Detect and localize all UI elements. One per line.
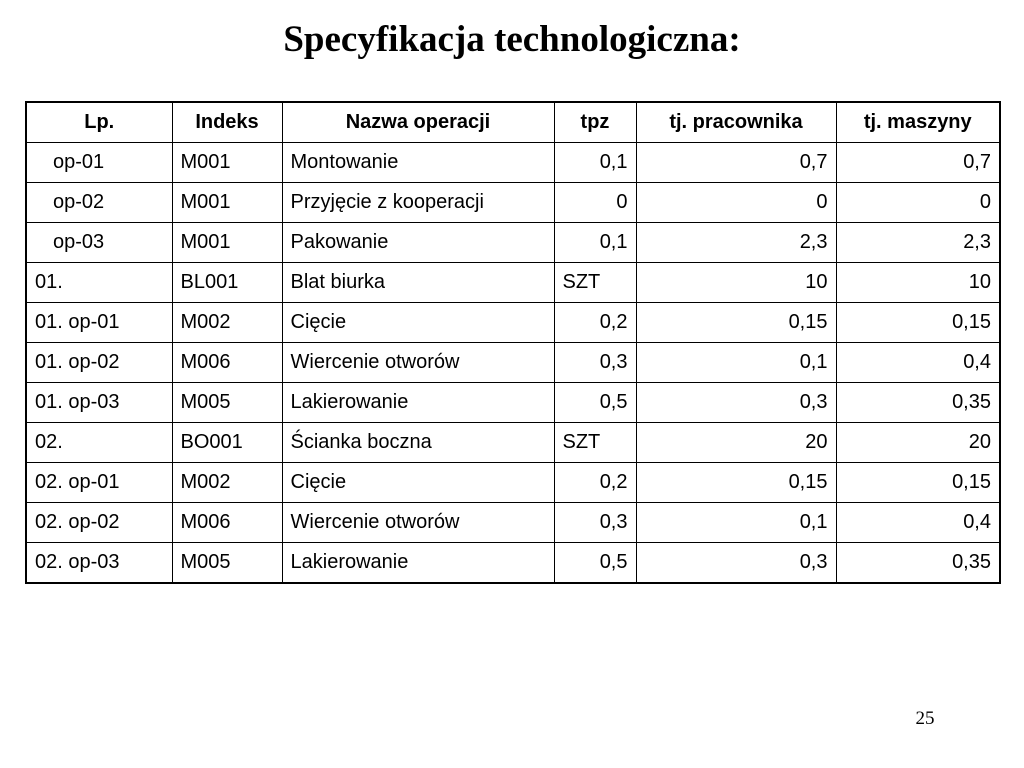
cell-nazwa: Cięcie (282, 303, 554, 343)
column-header-nazwa-operacji: Nazwa operacji (282, 102, 554, 143)
column-header-tj-pracownika: tj. pracownika (636, 102, 836, 143)
cell-tpz: 0,2 (554, 303, 636, 343)
column-header-indeks: Indeks (172, 102, 282, 143)
cell-indeks: M002 (172, 303, 282, 343)
cell-tj-pracownika: 0,3 (636, 543, 836, 584)
cell-tj-maszyny: 0,15 (836, 463, 1000, 503)
cell-tpz: 0 (554, 183, 636, 223)
cell-tj-maszyny: 0,15 (836, 303, 1000, 343)
cell-tj-maszyny: 10 (836, 263, 1000, 303)
cell-tj-maszyny: 0,7 (836, 143, 1000, 183)
cell-tpz: SZT (554, 423, 636, 463)
cell-tpz: 0,5 (554, 383, 636, 423)
table-row (26, 543, 1000, 584)
cell-lp: op-03 (26, 223, 172, 263)
cell-tj-pracownika: 20 (636, 423, 836, 463)
cell-lp: 01. op-03 (26, 383, 172, 423)
cell-nazwa: Lakierowanie (282, 383, 554, 423)
table-row (26, 223, 1000, 263)
table-row (26, 423, 1000, 463)
cell-tj-maszyny: 0,4 (836, 343, 1000, 383)
table-row (26, 463, 1000, 503)
cell-nazwa: Cięcie (282, 463, 554, 503)
table-row (26, 503, 1000, 543)
cell-indeks: M005 (172, 543, 282, 584)
cell-indeks: M006 (172, 343, 282, 383)
cell-indeks: M002 (172, 463, 282, 503)
cell-lp: op-01 (26, 143, 172, 183)
cell-tj-maszyny: 20 (836, 423, 1000, 463)
cell-indeks: M005 (172, 383, 282, 423)
specification-table (25, 101, 1001, 584)
cell-indeks: BO001 (172, 423, 282, 463)
cell-indeks: M001 (172, 183, 282, 223)
cell-tj-maszyny: 2,3 (836, 223, 1000, 263)
cell-tj-pracownika: 2,3 (636, 223, 836, 263)
cell-tj-maszyny: 0 (836, 183, 1000, 223)
table-header-row (26, 102, 1000, 143)
cell-indeks: M006 (172, 503, 282, 543)
cell-tj-pracownika: 0,15 (636, 463, 836, 503)
table-row (26, 143, 1000, 183)
table-row (26, 343, 1000, 383)
cell-nazwa: Blat biurka (282, 263, 554, 303)
cell-nazwa: Wiercenie otworów (282, 503, 554, 543)
cell-tj-maszyny: 0,35 (836, 383, 1000, 423)
cell-indeks: BL001 (172, 263, 282, 303)
cell-tj-pracownika: 0 (636, 183, 836, 223)
cell-tpz: 0,1 (554, 143, 636, 183)
cell-lp: 02. (26, 423, 172, 463)
cell-tj-pracownika: 0,15 (636, 303, 836, 343)
cell-lp: 01. (26, 263, 172, 303)
table-row (26, 263, 1000, 303)
cell-tpz: 0,2 (554, 463, 636, 503)
cell-tpz: SZT (554, 263, 636, 303)
cell-lp: 01. op-01 (26, 303, 172, 343)
cell-tj-pracownika: 0,1 (636, 343, 836, 383)
cell-nazwa: Montowanie (282, 143, 554, 183)
cell-indeks: M001 (172, 223, 282, 263)
cell-tj-pracownika: 0,3 (636, 383, 836, 423)
cell-tj-pracownika: 10 (636, 263, 836, 303)
cell-lp: 02. op-03 (26, 543, 172, 584)
cell-lp: 01. op-02 (26, 343, 172, 383)
table-row (26, 303, 1000, 343)
column-header-lp: Lp. (26, 102, 172, 143)
cell-lp: 02. op-01 (26, 463, 172, 503)
cell-tj-pracownika: 0,1 (636, 503, 836, 543)
cell-tj-pracownika: 0,7 (636, 143, 836, 183)
cell-nazwa: Lakierowanie (282, 543, 554, 584)
column-header-tpz: tpz (554, 102, 636, 143)
cell-nazwa: Wiercenie otworów (282, 343, 554, 383)
table-row (26, 383, 1000, 423)
table-row (26, 183, 1000, 223)
cell-tpz: 0,3 (554, 503, 636, 543)
cell-tpz: 0,3 (554, 343, 636, 383)
cell-lp: op-02 (26, 183, 172, 223)
cell-nazwa: Ścianka boczna (282, 423, 554, 463)
cell-tpz: 0,5 (554, 543, 636, 584)
cell-tj-maszyny: 0,4 (836, 503, 1000, 543)
column-header-tj-maszyny: tj. maszyny (836, 102, 1000, 143)
page-title: Specyfikacja technologiczna: (283, 19, 741, 60)
cell-tj-maszyny: 0,35 (836, 543, 1000, 584)
cell-nazwa: Przyjęcie z kooperacji (282, 183, 554, 223)
cell-lp: 02. op-02 (26, 503, 172, 543)
cell-indeks: M001 (172, 143, 282, 183)
page-number: 25 (915, 708, 935, 729)
cell-nazwa: Pakowanie (282, 223, 554, 263)
cell-tpz: 0,1 (554, 223, 636, 263)
